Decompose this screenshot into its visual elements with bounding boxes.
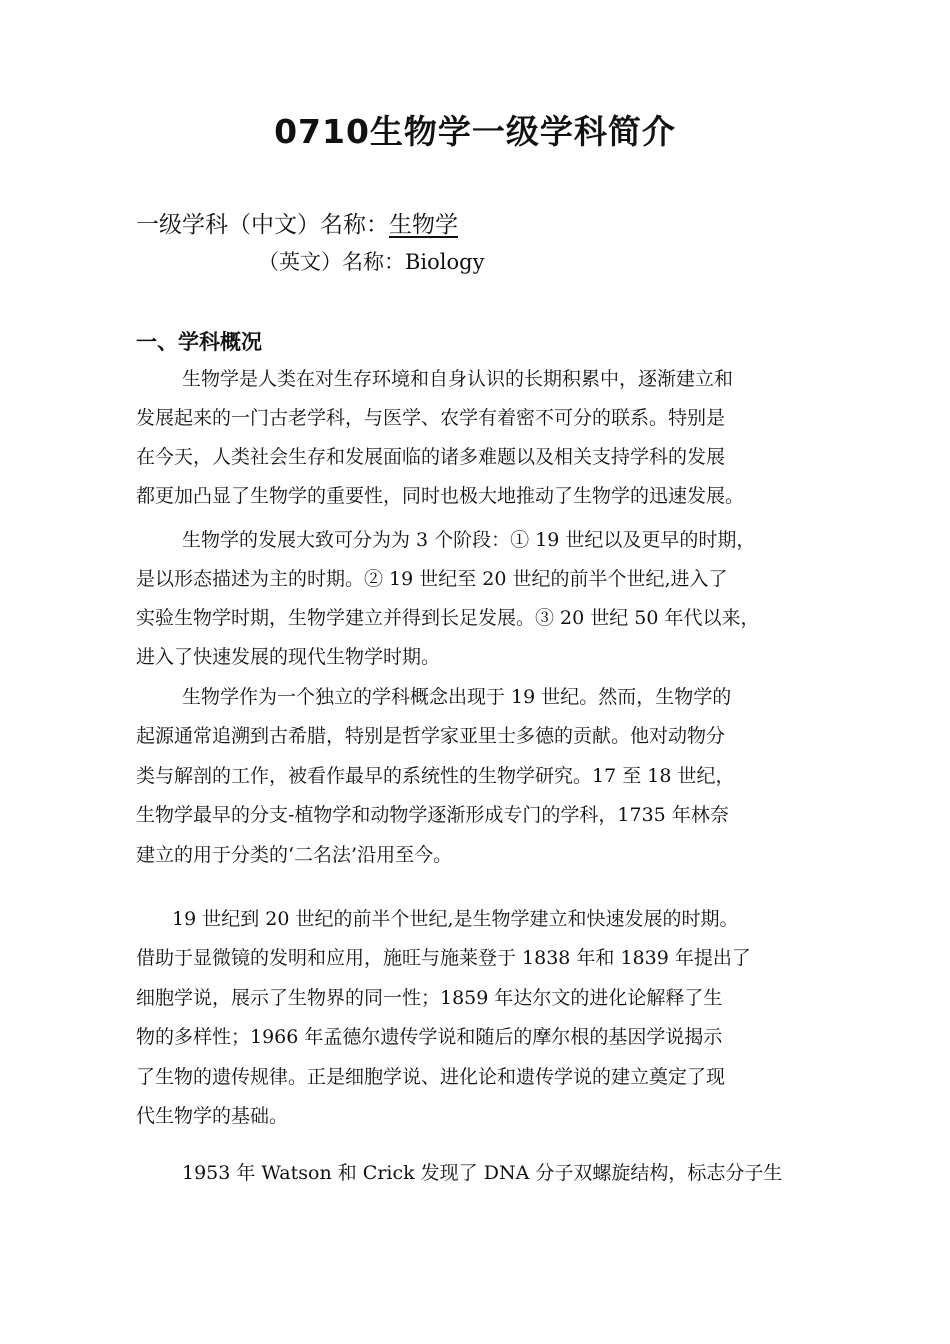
- paragraph-line: 代生物学的基础。: [136, 1105, 289, 1127]
- document-title: 0710生物学一级学科简介: [274, 112, 676, 151]
- paragraph-line: 生物学的发展大致可分为为 3 个阶段：① 19 世纪以及更早的时期，: [182, 529, 756, 551]
- paragraph-line: 类与解剖的工作，被看作最早的系统性的生物学研究。17 至 18 世纪，: [136, 765, 735, 787]
- paragraph-line: 建立的用于分类的‘二名法’沿用至今。: [136, 844, 453, 866]
- paragraph-line: 生物学是人类在对生存环境和自身认识的长期积累中，逐渐建立和: [182, 368, 734, 390]
- paragraph-line: 实验生物学时期，生物学建立并得到长足发展。③ 20 世纪 50 年代以来，: [136, 607, 760, 629]
- discipline-name-english: [258, 246, 484, 276]
- name-cn-value: 生物学: [389, 212, 458, 238]
- paragraph-line: 借助于显微镜的发明和应用，施旺与施莱登于 1838 年和 1839 年提出了: [136, 947, 751, 969]
- paragraph-line: 生物学作为一个独立的学科概念出现于 19 世纪。然而，生物学的: [182, 686, 732, 708]
- paragraph-line: 生物学最早的分支-植物学和动物学逐渐形成专门的学科，1735 年林奈: [136, 804, 729, 826]
- discipline-name-chinese: [136, 206, 458, 239]
- name-en-label: （英文）名称：: [258, 250, 405, 274]
- name-cn-label: 一级学科（中文）名称：: [136, 212, 389, 238]
- paragraph-line: 1953 年 Watson 和 Crick 发现了 DNA 分子双螺旋结构，标志分子生: [182, 1162, 783, 1184]
- paragraph-line: 起源通常追溯到古希腊，特别是哲学家亚里士多德的贡献。他对动物分: [136, 725, 726, 747]
- paragraph-line: 细胞学说，展示了生物界的同一性；1859 年达尔文的进化论解释了生: [136, 987, 723, 1009]
- paragraph-line: 在今天，人类社会生存和发展面临的诸多难题以及相关支持学科的发展: [136, 446, 726, 468]
- section-heading: 一、学科概况: [136, 330, 262, 354]
- name-en-value: Biology: [405, 250, 485, 274]
- paragraph-line: 了生物的遗传规律。正是细胞学说、进化论和遗传学说的建立奠定了现: [136, 1066, 726, 1088]
- paragraph-line: 发展起来的一门古老学科，与医学、农学有着密不可分的联系。特别是: [136, 407, 726, 429]
- paragraph-line: 进入了快速发展的现代生物学时期。: [136, 646, 441, 668]
- paragraph-line: 都更加凸显了生物学的重要性，同时也极大地推动了生物学的迅速发展。: [136, 485, 745, 507]
- paragraph-line: 物的多样性；1966 年孟德尔遗传学说和随后的摩尔根的基因学说揭示: [136, 1026, 723, 1048]
- paragraph-line: 是以形态描述为主的时期。② 19 世纪至 20 世纪的前半个世纪,进入了: [136, 568, 728, 590]
- paragraph-line: 19 世纪到 20 世纪的前半个世纪,是生物学建立和快速发展的时期。: [172, 908, 739, 930]
